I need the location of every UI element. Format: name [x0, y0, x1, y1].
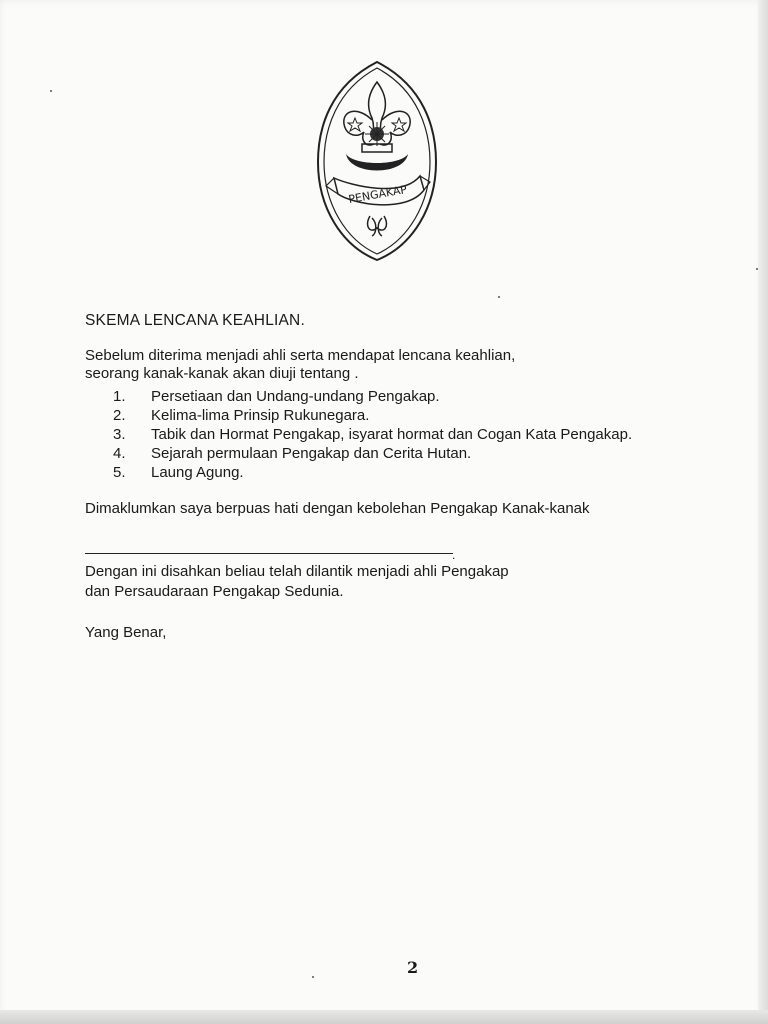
- list-item: 4. Sejarah permulaan Pengakap dan Cerita Hutan.: [113, 445, 472, 462]
- criteria-list: [113, 387, 632, 482]
- scan-speck: [312, 976, 314, 978]
- page-title: SKEMA LENCANA KEAHLIAN.: [85, 312, 305, 329]
- name-line-end: .: [452, 548, 456, 562]
- closing-salutation: Yang Benar,: [85, 624, 167, 641]
- confirmation-paragraph: [85, 562, 509, 602]
- confirm-line-2: dan Persaudaraan Pengakap Sedunia.: [85, 583, 344, 600]
- page-edge-shadow: [758, 0, 768, 1024]
- confirm-line-1: Dengan ini disahkan beliau telah dilantik menjadi ahli Pengakap: [85, 563, 509, 580]
- intro-line-1: Sebelum diterima menjadi ahli serta mendapat lencana keahlian,: [85, 347, 516, 364]
- name-blank-line: [85, 553, 453, 554]
- scout-emblem: [312, 58, 442, 264]
- list-item: 5. Laung Agung.: [113, 464, 244, 481]
- scan-speck: [50, 90, 52, 92]
- intro-paragraph: [85, 347, 515, 383]
- scan-speck: [498, 296, 500, 298]
- list-item: 2. Kelima-lima Prinsip Rukunegara.: [113, 407, 370, 424]
- page-edge-shadow: [0, 1010, 768, 1024]
- page-number: 2: [407, 958, 419, 977]
- list-item: 3. Tabik dan Hormat Pengakap, isyarat hormat dan Cogan Kata Pengakap.: [113, 426, 633, 443]
- statement-text: Dimaklumkan saya berpuas hati dengan kebolehan Pengakap Kanak-kanak: [85, 500, 590, 517]
- banner-text: PENGAKAP: [347, 182, 408, 207]
- intro-line-2: seorang kanak-kanak akan diuji tentang .: [85, 365, 359, 382]
- scout-fleur-de-lis-icon: [312, 58, 442, 264]
- list-item: 1. Persetiaan dan Undang-undang Pengakap.: [113, 388, 440, 405]
